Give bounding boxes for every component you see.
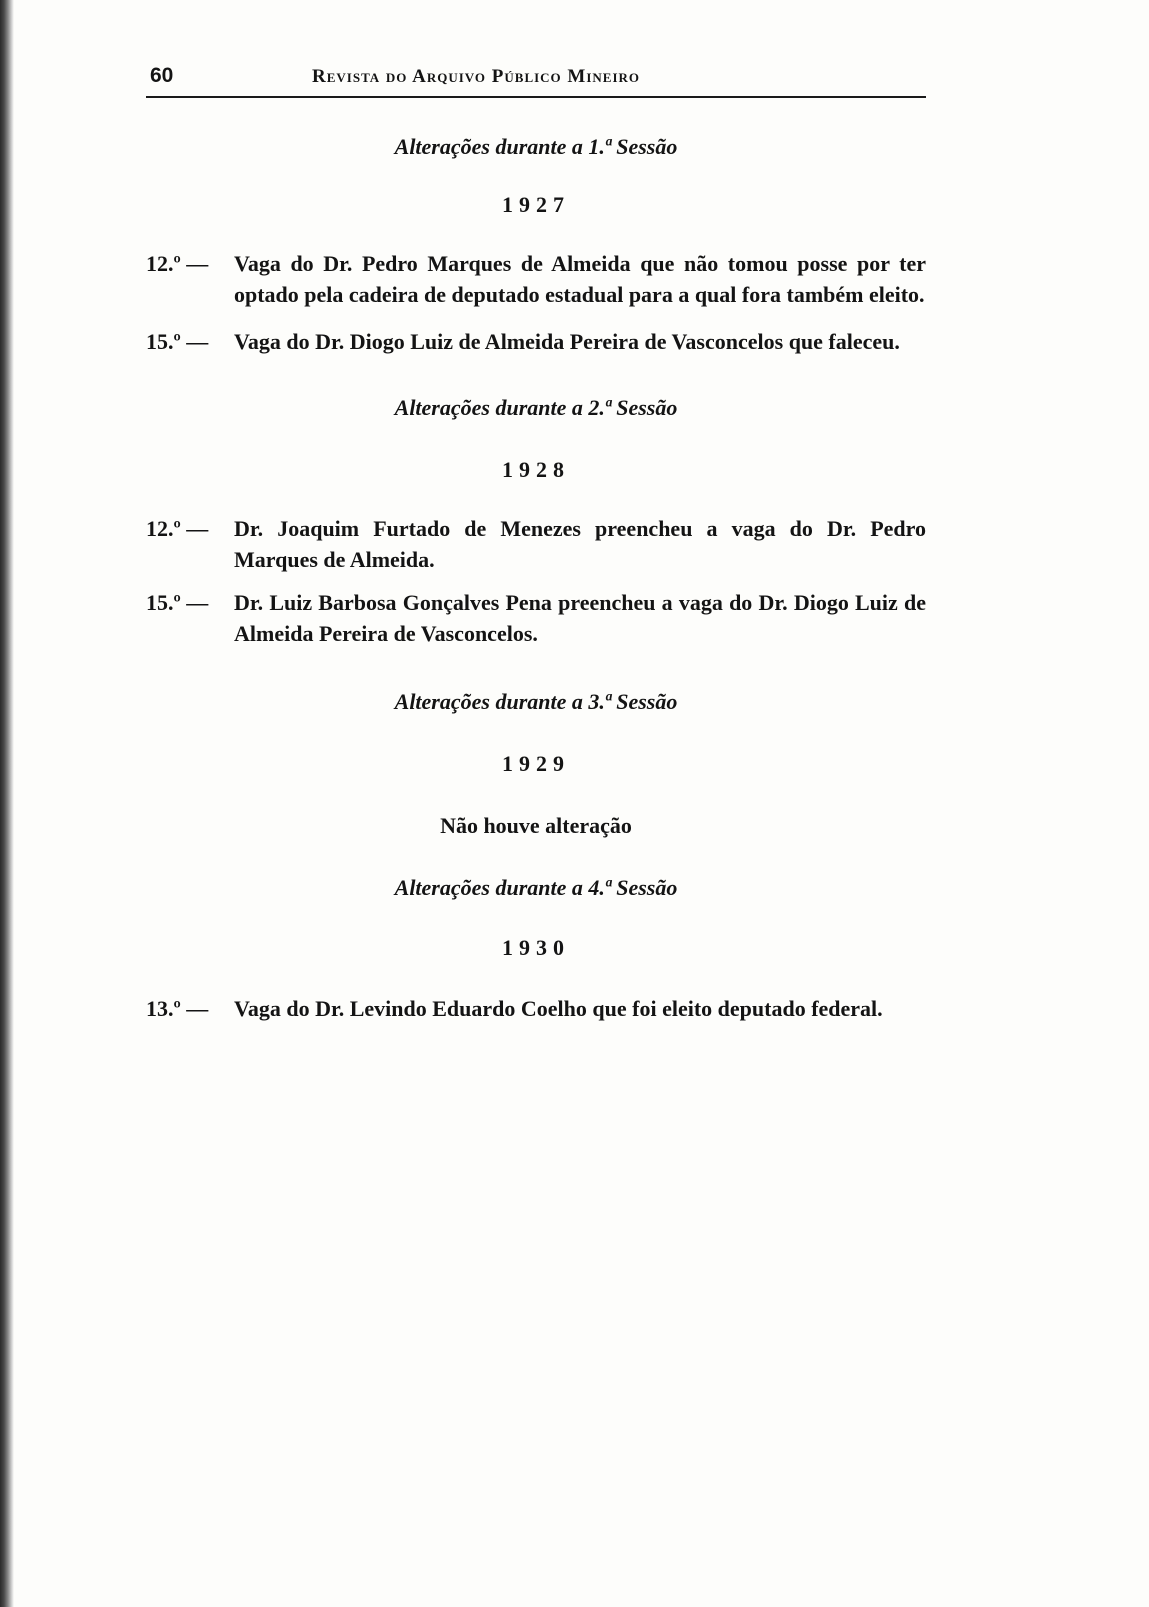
section-year-2: 1928: [502, 457, 570, 482]
section-heading-4: Alterações durante a 4.ª Sessão: [394, 875, 678, 900]
entry-number: 15.º —: [146, 329, 209, 354]
entry-1927-12: [146, 248, 926, 310]
entry-number: 12.º —: [146, 251, 209, 276]
entry-text: Vaga do Dr. Levindo Eduardo Coelho que foi eleito deputado federal.: [234, 996, 883, 1021]
document-page: [146, 62, 926, 1024]
section-year-1: 1927: [502, 192, 570, 217]
section-year-3: 1929: [502, 751, 570, 776]
journal-title: Revista do Arquivo Público Mineiro: [312, 66, 641, 87]
entry-text: Dr. Luiz Barbosa Gonçalves Pena preencheu a vaga do Dr. Diogo Luiz de Almeida Pereira de Vasconcelos.: [234, 590, 926, 646]
no-change-note: Não houve alteração: [440, 813, 632, 838]
scan-binding-edge: [0, 0, 14, 1607]
section-year-4: 1930: [502, 935, 570, 960]
entry-text: Dr. Joaquim Furtado de Menezes preencheu a vaga do Dr. Pedro Marques de Almeida.: [234, 516, 926, 572]
page-number: 60: [150, 64, 174, 87]
entry-number: 12.º —: [146, 516, 209, 541]
entry-1928-15: [146, 587, 926, 649]
running-header: [146, 62, 926, 98]
entry-text: Vaga do Dr. Diogo Luiz de Almeida Pereira de Vasconcelos que faleceu.: [234, 329, 900, 354]
entry-number: 15.º —: [146, 590, 209, 615]
entry-1927-15: [146, 326, 926, 357]
section-heading-3: Alterações durante a 3.ª Sessão: [394, 689, 678, 714]
section-heading-2: Alterações durante a 2.ª Sessão: [394, 395, 678, 420]
section-heading-1: Alterações durante a 1.ª Sessão: [394, 134, 678, 159]
entry-text: Vaga do Dr. Pedro Marques de Almeida que não tomou posse por ter optado pela cadeira de deputado estadual para a qual fora também eleito.: [234, 251, 926, 307]
entry-number: 13.º —: [146, 996, 209, 1021]
entry-1928-12: [146, 513, 926, 575]
entry-1930-13: [146, 993, 926, 1024]
